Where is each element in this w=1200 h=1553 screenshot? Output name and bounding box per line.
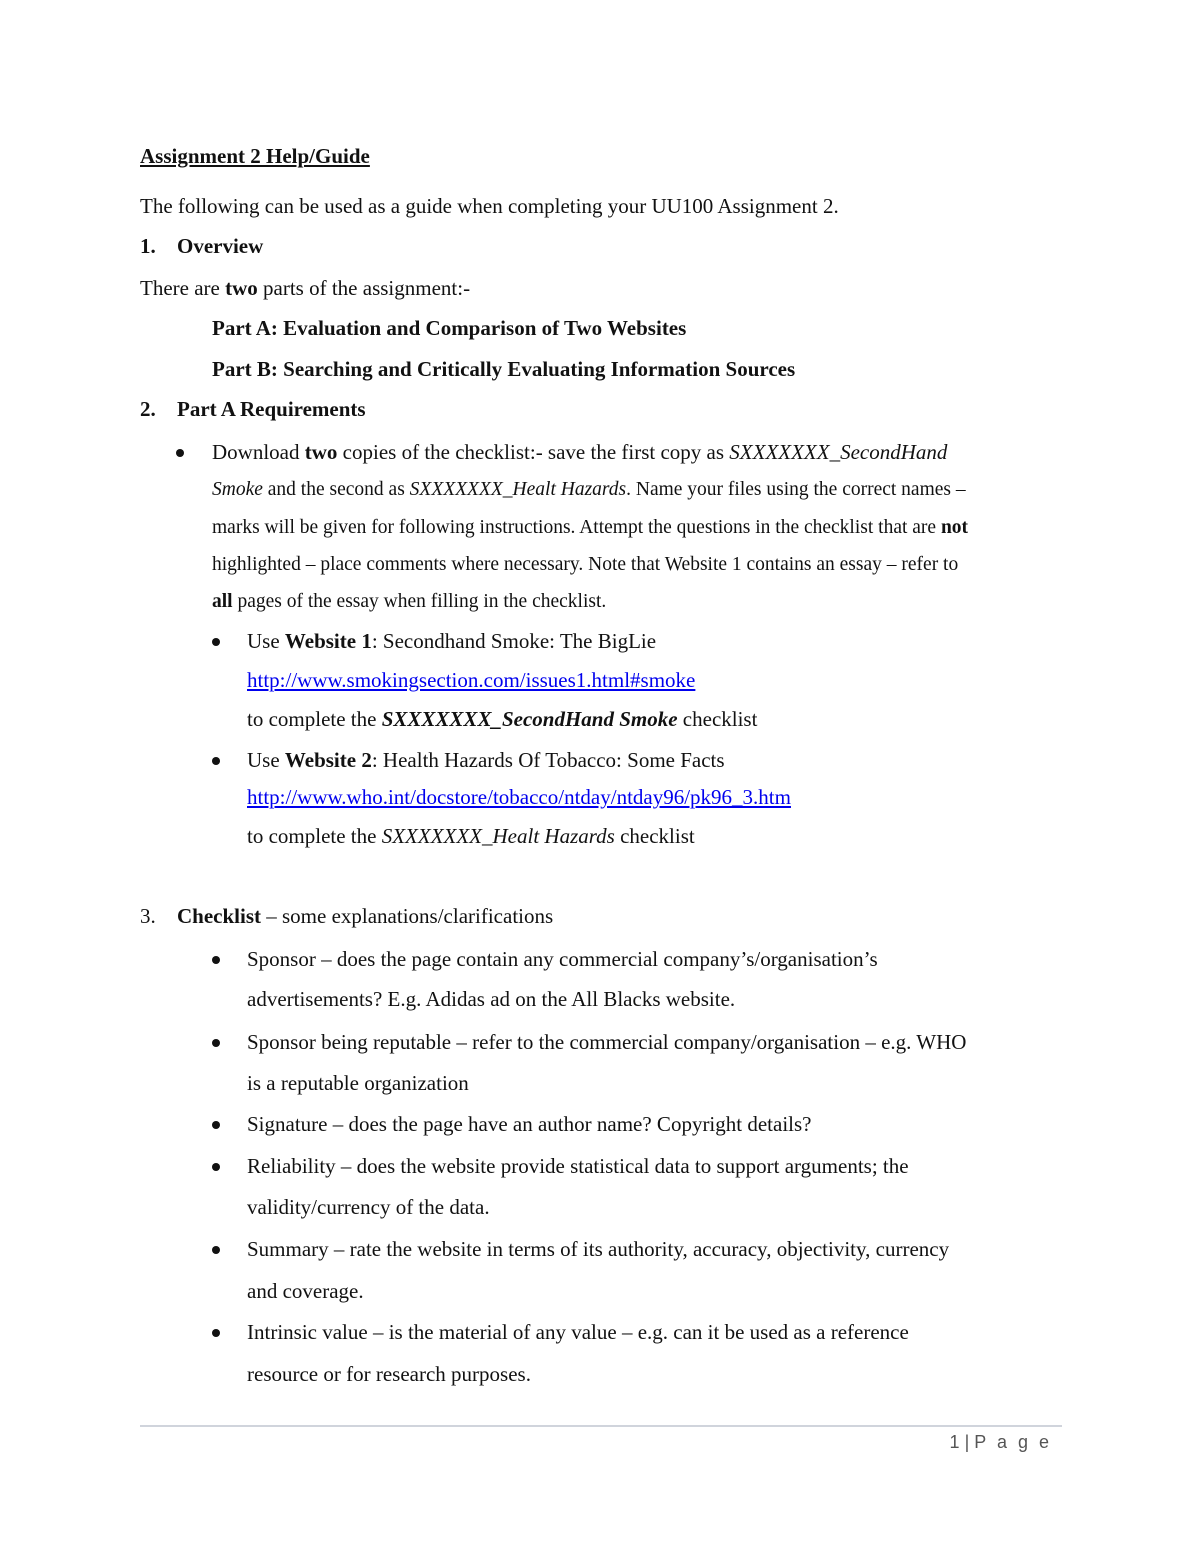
page-title: Assignment 2 Help/Guide (140, 144, 370, 168)
page-number: 1 (949, 1432, 960, 1452)
section-2-number: 2. (140, 397, 156, 421)
checklist-summary: Summary – rate the website in terms of its authority, accuracy, objectivity, currency (247, 1237, 950, 1261)
section-1-number: 1. (140, 234, 156, 258)
checklist-reliability-cont: validity/currency of the data. (247, 1195, 490, 1219)
checklist-sponsor-cont: advertisements? E.g. Adidas ad on the All Blacks website. (247, 987, 736, 1011)
intro-text: The following can be used as a guide when completing your UU100 Assignment 2. (140, 194, 839, 218)
checklist-intrinsic-cont: resource or for research purposes. (247, 1362, 531, 1386)
download-line-2: Smoke and the second as SXXXXXXX_Healt Hazards. Name your files using the correct names – (212, 479, 966, 500)
section-1-heading: Overview (177, 234, 264, 258)
download-line-3: marks will be given for following instructions. Attempt the questions in the checklist that are not (212, 517, 969, 538)
section-3-heading: Checklist – some explanations/clarifications (177, 904, 554, 928)
download-line-5: all pages of the essay when filling in the checklist. (212, 591, 607, 612)
section-3-number: 3. (140, 904, 156, 928)
bullet-icon (212, 1246, 220, 1254)
website-1-complete: to complete the SXXXXXXX_SecondHand Smoke checklist (247, 707, 758, 731)
section-2-heading: Part A Requirements (177, 397, 366, 421)
website-1-link[interactable]: http://www.smokingsection.com/issues1.html#smoke (247, 668, 696, 692)
bullet-icon (212, 757, 220, 765)
bullet-icon (176, 449, 184, 457)
bullet-icon (212, 1163, 220, 1171)
bullet-icon (212, 1039, 220, 1047)
checklist-sponsor: Sponsor – does the page contain any commercial company’s/organisation’s (247, 947, 878, 971)
website-2-complete: to complete the SXXXXXXX_Healt Hazards checklist (247, 824, 695, 848)
bullet-icon (212, 1329, 220, 1337)
bullet-icon (212, 638, 220, 646)
footer-divider (140, 1425, 1062, 1427)
bullet-icon (212, 956, 220, 964)
part-b-title: Part B: Searching and Critically Evaluating Information Sources (212, 357, 796, 381)
checklist-reputable: Sponsor being reputable – refer to the commercial company/organisation – e.g. WHO (247, 1030, 967, 1054)
page-label: P a g e (974, 1432, 1052, 1452)
checklist-intrinsic: Intrinsic value – is the material of any value – e.g. can it be used as a reference (247, 1320, 909, 1344)
bullet-icon (212, 1121, 220, 1129)
parts-intro: There are two parts of the assignment:- (140, 276, 471, 300)
checklist-reliability: Reliability – does the website provide statistical data to support arguments; the (247, 1154, 909, 1178)
checklist-summary-cont: and coverage. (247, 1279, 364, 1303)
part-a-title: Part A: Evaluation and Comparison of Two Websites (212, 316, 687, 340)
website-2-link[interactable]: http://www.who.int/docstore/tobacco/ntday/ntday96/pk96_3.htm (247, 785, 791, 809)
checklist-reputable-cont: is a reputable organization (247, 1071, 469, 1095)
checklist-signature: Signature – does the page have an author name? Copyright details? (247, 1112, 812, 1136)
download-line-4: highlighted – place comments where necessary. Note that Website 1 contains an essay – refer to (212, 554, 959, 575)
page-footer: 1 | P a g e (949, 1432, 1052, 1452)
download-line-1: Download two copies of the checklist:- save the first copy as SXXXXXXX_SecondHand (212, 440, 948, 464)
website-2-line: Use Website 2: Health Hazards Of Tobacco: Some Facts (247, 748, 725, 772)
website-1-line: Use Website 1: Secondhand Smoke: The BigLie (247, 629, 657, 653)
